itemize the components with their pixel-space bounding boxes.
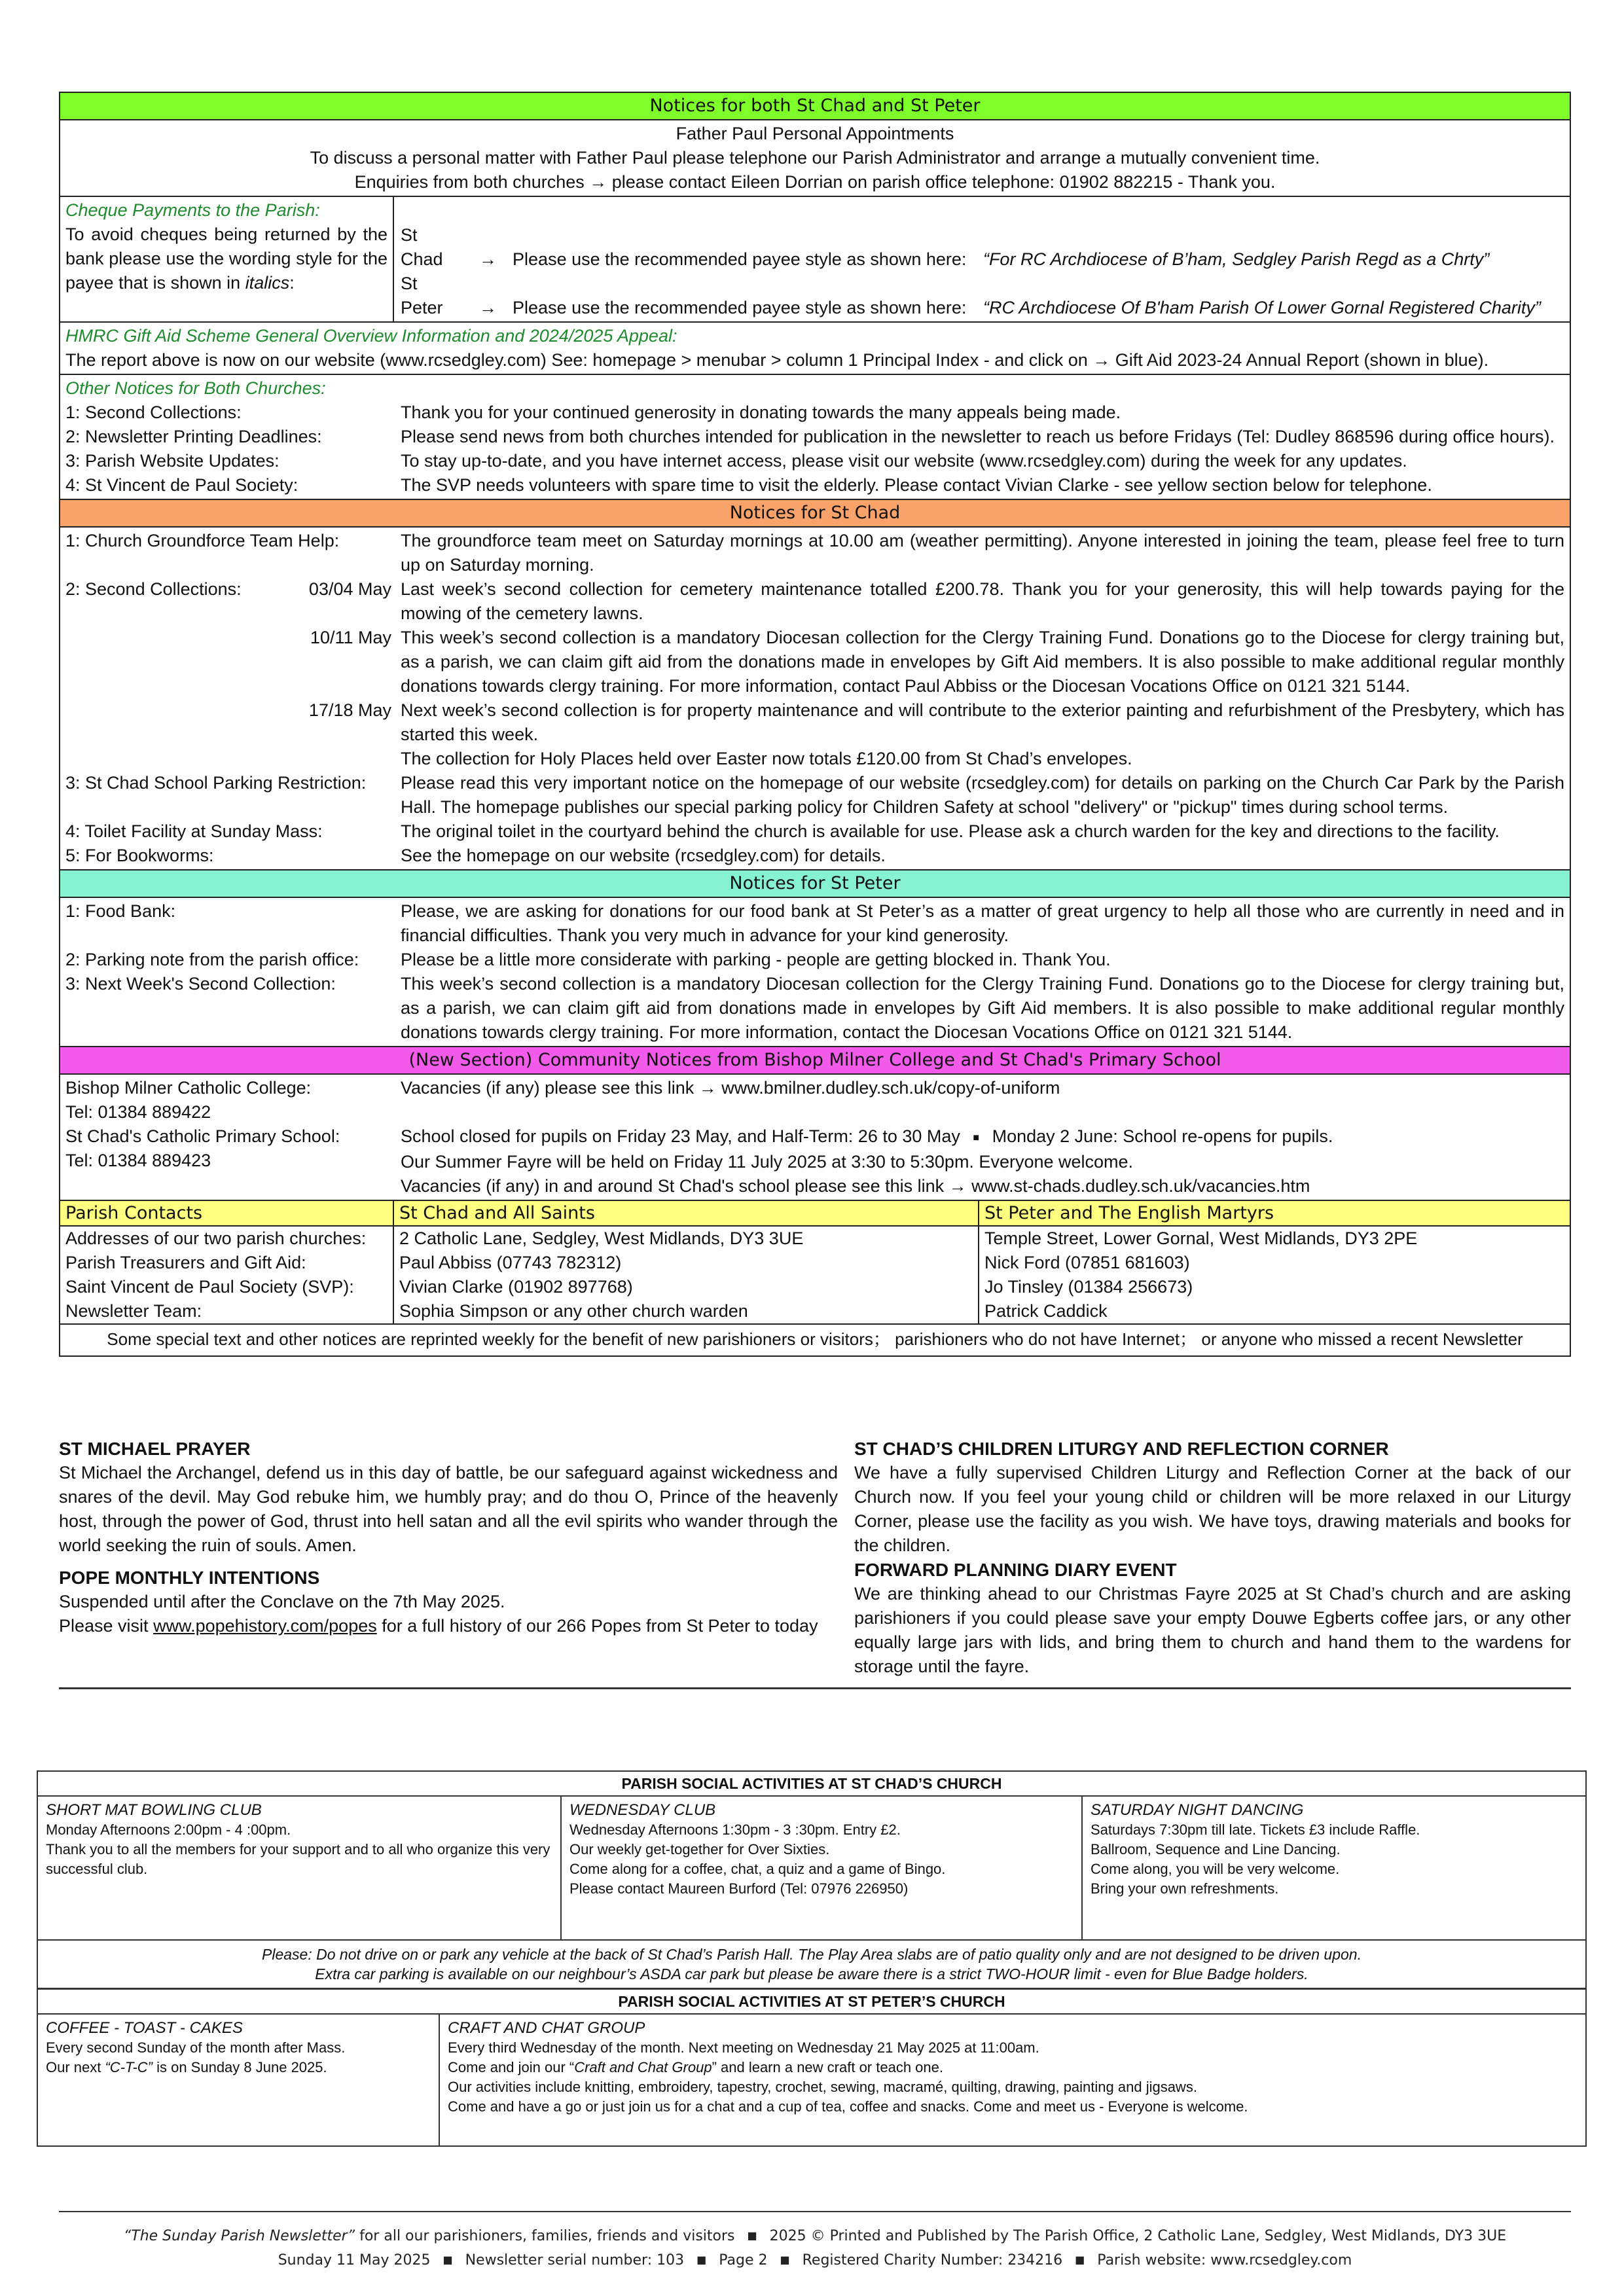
dancing-line: Bring your own refreshments. xyxy=(1091,1880,1279,1897)
notice-text: Please, we are asking for donations for our food bank at St Peter’s as a matter of great urgency to help all those who are currently in need and in financial difficulties. Thank you very much in advance for your kind generosity. xyxy=(401,901,1564,945)
notice-text: This week’s second collection is a mandatory Diocesan collection for the Clergy Training Fund. Donations go to the Diocese for clergy training but, as a parish, we can claim gift aid from donations made in envelopes by Gift Aid members. It is also possible to make additional regular monthly donations towards clergy training. For more information, contact the Diocesan Vocations Office on 0121 321 5144. xyxy=(401,974,1564,1042)
footer-audience: for all our parishioners, families, friends and visitors xyxy=(355,2228,735,2244)
contacts-header-st-chad: St Chad and All Saints xyxy=(394,1201,979,1225)
prayer-text: St Michael the Archangel, defend us in this day of battle, be our safeguard against wickedness and snares of the devil. May God rebuke him, we humbly pray; and do thou O, Prince of the heavenly host, through the power of God, thrust into hell satan and all the evil spirits who wander through the world seeking the ruin of souls. Amen. xyxy=(59,1463,838,1555)
contacts-label: Parish Treasurers and Gift Aid: xyxy=(65,1253,306,1272)
notice-label: 2: Parking note from the parish office: xyxy=(65,950,359,969)
cheque-payee: “RC Archdiocese Of B'ham Parish Of Lower Gornal Registered Charity” xyxy=(983,298,1541,317)
milner-label: Bishop Milner Catholic College: xyxy=(65,1078,312,1098)
notice-text: The groundforce team meet on Saturday mornings at 10.00 am (weather permitting). Anyone interested in joining the team, please feel free to turn up on Saturday morning. xyxy=(401,531,1564,575)
newsletter-title: “The Sunday Parish Newsletter” xyxy=(123,2228,355,2244)
square-bullet-icon: ■ xyxy=(747,2229,757,2242)
holy-places-row xyxy=(65,747,1564,771)
wednesday-line: Our weekly get-together for Over Sixties. xyxy=(569,1841,830,1857)
contacts-body xyxy=(60,1227,1570,1325)
milner-text: Vacancies (if any) please see this link → www.bmilner.dudley.sch.uk/copy-of-uniform xyxy=(401,1078,1060,1098)
notice-label: 1: Second Collections: xyxy=(65,403,242,422)
social-st-chad-title: PARISH SOCIAL ACTIVITIES AT ST CHAD’S CHURCH xyxy=(38,1772,1585,1797)
school-closure-text: School closed for pupils on Friday 23 May, and Half-Term: 26 to 30 May xyxy=(401,1126,960,1146)
cheque-row-st-peter xyxy=(401,272,1563,320)
contacts-st-peter-value: Jo Tinsley (01384 256673) xyxy=(984,1277,1193,1297)
dancing-line: Saturdays 7:30pm till late. Tickets £3 include Raffle. xyxy=(1091,1821,1420,1838)
cheque-left-italic: italics xyxy=(245,273,290,293)
notice-label: 3: Next Week's Second Collection: xyxy=(65,974,336,994)
collection-date: 03/04 May xyxy=(308,579,391,599)
contacts-label: Saint Vincent de Paul Society (SVP): xyxy=(65,1277,354,1297)
craft-line-4: Come and have a go or just join us for a chat and a cup of tea, coffee and snacks. Come and meet us - Everyone is welcome. xyxy=(448,2098,1248,2115)
chad-notice-item xyxy=(65,529,1564,577)
contacts-st-chad-value: Sophia Simpson or any other church warden xyxy=(399,1301,748,1321)
social-st-peter-columns xyxy=(38,2015,1585,2145)
other-notices-section xyxy=(60,375,1570,500)
bowling-line: Monday Afternoons 2:00pm - 4 :00pm. xyxy=(46,1821,291,1838)
appointments-line-1: To discuss a personal matter with Father Paul please telephone our Parish Administrator and arrange a mutually convenient time. xyxy=(310,148,1320,168)
milner-row xyxy=(65,1076,1564,1124)
notice-label: 2: Second Collections: xyxy=(65,579,242,599)
coffee-line-1: Every second Sunday of the month after Mass. xyxy=(46,2039,346,2056)
left-column xyxy=(59,1437,838,1638)
coffee-toast-cakes xyxy=(38,2015,439,2145)
chad-school-line-2: Our Summer Fayre will be held on Friday 11 July 2025 at 3:30 to 5:30pm. Everyone welcome. xyxy=(401,1152,1134,1172)
cheque-church: St Chad xyxy=(401,225,443,269)
craft-line-2-prefix: Come and join our “ xyxy=(448,2059,575,2075)
contacts-st-chad-value: Paul Abbiss (07743 782312) xyxy=(399,1253,622,1272)
craft-line-3: Our activities include knitting, embroidery, tapestry, crochet, sewing, macramé, quilting, drawing, painting and jigsaws. xyxy=(448,2079,1197,2095)
footer-charity: Registered Charity Number: 234216 xyxy=(802,2252,1063,2269)
square-bullet-icon: ■ xyxy=(696,2253,707,2266)
cheque-text: Please use the recommended payee style as shown here: xyxy=(513,298,967,317)
parking-note-line-1: Please: Do not drive on or park any vehicle at the back of St Chad’s Parish Hall. The Play Area slabs are of patio quality only and are not designed to be driven upon. xyxy=(262,1946,1362,1963)
divider xyxy=(59,1687,1571,1689)
dancing-line: Ballroom, Sequence and Line Dancing. xyxy=(1091,1841,1341,1857)
cheque-church: St Peter xyxy=(401,274,443,317)
contacts-label: Addresses of our two parish churches: xyxy=(65,1229,367,1248)
wednesday-line: Wednesday Afternoons 1:30pm - 3 :30pm. Entry £2. xyxy=(569,1821,901,1838)
st-chad-section xyxy=(60,528,1570,870)
notices-table xyxy=(59,92,1571,1357)
square-bullet-icon: ■ xyxy=(442,2253,453,2266)
arrow-icon: → xyxy=(479,249,497,269)
chad-school-line-3: Vacancies (if any) in and around St Chad's school please see this link → www.st-chads.dudley.sch.uk/vacancies.htm xyxy=(401,1176,1310,1196)
cheque-payee: “For RC Archdiocese of B’ham, Sedgley Parish Regd as a Chrty” xyxy=(983,249,1490,269)
appointments-title: Father Paul Personal Appointments xyxy=(676,124,954,143)
cheque-instructions: Cheque Payments to the Parish: To avoid cheques being returned by the bank please use the wording style for the payee that is shown in italics: xyxy=(60,197,394,321)
peter-notice-item xyxy=(65,899,1564,948)
peter-notice-item xyxy=(65,948,1564,972)
contacts-st-chad-value: Vivian Clarke (01902 897768) xyxy=(399,1277,633,1297)
milner-tel: Tel: 01384 889422 xyxy=(65,1102,211,1122)
chad-school-tel: Tel: 01384 889423 xyxy=(65,1151,211,1170)
notice-label: 1: Church Groundforce Team Help: xyxy=(65,531,340,550)
pope-heading: POPE MONTHLY INTENTIONS xyxy=(59,1568,320,1588)
popes-link[interactable]: www.popehistory.com/popes xyxy=(153,1616,377,1636)
coffee-ctc: “C-T-C” xyxy=(105,2059,153,2075)
craft-line-1: Every third Wednesday of the month. Next meeting on Wednesday 21 May 2025 at 11:00am. xyxy=(448,2039,1039,2056)
bowling-club xyxy=(38,1797,560,1939)
footer-publisher: 2025 © Printed and Published by The Parish Office, 2 Catholic Lane, Sedgley, West Midlands, DY3 3UE xyxy=(769,2228,1507,2244)
st-peter-header: Notices for St Peter xyxy=(60,870,1570,898)
notice-text: The SVP needs volunteers with spare time to visit the elderly. Please contact Vivian Clarke - see yellow section below for telephone. xyxy=(401,475,1432,495)
other-notice-item xyxy=(65,425,1564,449)
saturday-dancing xyxy=(1081,1797,1585,1939)
contacts-header-row xyxy=(60,1201,1570,1227)
footer-divider xyxy=(59,2211,1571,2212)
liturgy-heading: ST CHAD’S CHILDREN LITURGY AND REFLECTION CORNER xyxy=(854,1439,1389,1459)
bowling-line: Thank you to all the members for your support and to all who organize this very successful club. xyxy=(46,1841,550,1877)
parking-note-line-2: Extra car parking is available on our neighbour’s ASDA car park but please be aware there is a strict TWO-HOUR limit - even for Blue Badge holders. xyxy=(315,1965,1308,1982)
right-column xyxy=(854,1437,1571,1679)
notice-label: 4: St Vincent de Paul Society: xyxy=(65,475,298,495)
parking-note xyxy=(38,1941,1585,1988)
chad-collection-row xyxy=(65,698,1564,747)
other-notice-item xyxy=(65,401,1564,425)
coffee-line-2-prefix: Our next xyxy=(46,2059,105,2075)
st-peter-section xyxy=(60,898,1570,1047)
footer-date: Sunday 11 May 2025 xyxy=(278,2252,431,2269)
st-chad-header: Notices for St Chad xyxy=(60,500,1570,528)
coffee-line-2-suffix: is on Sunday 8 June 2025. xyxy=(152,2059,327,2075)
other-notice-item xyxy=(65,473,1564,497)
footer-line-2 xyxy=(59,2248,1571,2272)
craft-group-name: Craft and Chat Group xyxy=(574,2059,712,2075)
square-bullet-icon: ■ xyxy=(973,1132,980,1143)
wednesday-line: Come along for a coffee, chat, a quiz and a game of Bingo. xyxy=(569,1861,946,1877)
footer-serial: Newsletter serial number: 103 xyxy=(465,2252,685,2269)
contacts-header-parish: Parish Contacts xyxy=(60,1201,394,1225)
community-section xyxy=(60,1075,1570,1201)
cheque-heading: Cheque Payments to the Parish: xyxy=(65,200,320,220)
notice-label: 5: For Bookworms: xyxy=(65,846,214,865)
chad-notice-item xyxy=(65,819,1564,844)
social-st-peter-title: PARISH SOCIAL ACTIVITIES AT ST PETER’S CHURCH xyxy=(38,1990,1585,2015)
collection-date: 10/11 May xyxy=(310,628,391,647)
chad-notice-item xyxy=(65,771,1564,819)
notice-text: Please be a little more considerate with parking - people are getting blocked in. Thank You. xyxy=(401,950,1111,969)
craft-title: CRAFT AND CHAT GROUP xyxy=(448,2019,645,2037)
collection-text: This week’s second collection is a mandatory Diocesan collection for the Clergy Training Fund. Donations go to the Diocese for clergy training but, as a parish, we can claim gift aid from the donations made in envelopes by Gift Aid members. It is also possible to make additional regular monthly donations towards clergy training. For more information, contact Paul Abbiss or the Diocesan Vocations Office on 0121 321 5144. xyxy=(401,628,1564,696)
craft-and-chat xyxy=(439,2015,1585,2145)
school-reopen-text: Monday 2 June: School re-opens for pupils. xyxy=(992,1126,1333,1146)
appointments-line-2: Enquiries from both churches → please contact Eileen Dorrian on parish office telephone: 01902 882215 - Thank you. xyxy=(354,172,1276,192)
wednesday-title: WEDNESDAY CLUB xyxy=(569,1801,716,1819)
pope-line-1: Suspended until after the Conclave on the 7th May 2025. xyxy=(59,1592,505,1611)
gift-aid-text: The report above is now on our website (www.rcsedgley.com) See: homepage > menubar > column 1 Principal Index - and click on → Gift Aid 2023-24 Annual Report (shown in blue). xyxy=(65,350,1489,370)
forward-text: We are thinking ahead to our Christmas Fayre 2025 at St Chad’s church and are asking parishioners if you could please save your empty Douwe Egberts coffee jars, or any other equally large jars with lids, and bring them to church and hand them to the wardens for storage until the fayre. xyxy=(854,1584,1571,1676)
pope-line-2 xyxy=(59,1614,838,1638)
collection-text: Last week’s second collection for cemetery maintenance totalled £200.78. Thank you for your generosity, this will help towards paying for the mowing of the cemetery lawns. xyxy=(401,579,1564,623)
notice-label: 2: Newsletter Printing Deadlines: xyxy=(65,427,322,446)
square-bullet-icon: ■ xyxy=(780,2253,790,2266)
wednesday-club xyxy=(560,1797,1081,1939)
both-churches-header: Notices for both St Chad and St Peter xyxy=(60,93,1570,120)
notice-text: Thank you for your continued generosity in donating towards the many appeals being made. xyxy=(401,403,1121,422)
contacts-st-peter-value: Temple Street, Lower Gornal, West Midlands, DY3 2PE xyxy=(984,1229,1418,1248)
chad-school-line-1 xyxy=(401,1124,1564,1150)
social-st-chad-box xyxy=(37,1770,1587,1989)
notice-label: 1: Food Bank: xyxy=(65,901,176,921)
contacts-st-peter-value: Nick Ford (07851 681603) xyxy=(984,1253,1190,1272)
chad-notice-item xyxy=(65,844,1564,868)
notice-label: 3: St Chad School Parking Restriction: xyxy=(65,773,367,793)
liturgy-text: We have a fully supervised Children Liturgy and Reflection Corner at the back of our Church now. If you feel your young child or children will be more relaxed in our Liturgy Corner, please use the facility as you wish. We have toys, drawing materials and books for the children. xyxy=(854,1463,1571,1555)
contacts-st-peter-value: Patrick Caddick xyxy=(984,1301,1108,1321)
footer xyxy=(59,2224,1571,2272)
notice-text: Please read this very important notice on the homepage of our website (rcsedgley.com) for details on parking on the Church Car Park by the Parish Hall. The homepage publishes our special parking policy for Children Safety at school "delivery" or "pickup" times during school terms. xyxy=(401,773,1564,817)
social-st-peter-box xyxy=(37,1988,1587,2147)
forward-heading: FORWARD PLANNING DIARY EVENT xyxy=(854,1560,1177,1580)
contacts-st-chad-value: 2 Catholic Lane, Sedgley, West Midlands, DY3 3UE xyxy=(399,1229,804,1248)
footer-line-1 xyxy=(59,2224,1571,2248)
chad-collection-row xyxy=(65,577,1564,626)
footer-website: Parish website: www.rcsedgley.com xyxy=(1097,2252,1352,2269)
chad-collection-row xyxy=(65,626,1564,698)
notice-text: See the homepage on our website (rcsedgley.com) for details. xyxy=(401,846,886,865)
craft-line-2-suffix: ” and learn a new craft or teach one. xyxy=(712,2059,943,2075)
collection-text: Next week’s second collection is for property maintenance and will contribute to the exterior painting and refurbishment of the Presbytery, which has started this week. xyxy=(401,700,1564,744)
gift-aid-heading: HMRC Gift Aid Scheme General Overview Information and 2024/2025 Appeal: xyxy=(65,326,677,346)
cheque-section xyxy=(60,197,1570,323)
notice-label: 4: Toilet Facility at Sunday Mass: xyxy=(65,821,323,841)
cheque-text: Please use the recommended payee style as shown here: xyxy=(513,249,967,269)
peter-notice-item xyxy=(65,972,1564,1045)
appointments-section xyxy=(60,120,1570,197)
footer-page: Page 2 xyxy=(719,2252,768,2269)
coffee-title: COFFEE - TOAST - CAKES xyxy=(46,2019,243,2037)
other-notices-heading: Other Notices for Both Churches: xyxy=(65,378,326,398)
reprint-note: Some special text and other notices are reprinted weekly for the benefit of new parishioners or visitors； parishioners who do not have Internet； or anyone who missed a recent Newsletter xyxy=(107,1329,1523,1349)
coffee-line-2 xyxy=(46,2058,431,2077)
gift-aid-section xyxy=(60,323,1570,375)
prayer-heading: ST MICHAEL PRAYER xyxy=(59,1439,251,1459)
cheque-payees xyxy=(394,197,1570,321)
pope-line-2-suffix: for a full history of our 266 Popes from St Peter to today xyxy=(376,1616,818,1636)
social-st-chad-columns xyxy=(38,1797,1585,1941)
square-bullet-icon: ■ xyxy=(1075,2253,1085,2266)
wednesday-line: Please contact Maureen Burford (Tel: 07976 226950) xyxy=(569,1880,909,1897)
cheque-left-text: To avoid cheques being returned by the bank please use the wording style for the payee that is shown in xyxy=(65,224,388,293)
notice-text: Please send news from both churches intended for publication in the newsletter to reach us before Fridays (Tel: Dudley 868596 during office hours). xyxy=(401,427,1555,446)
notice-text: To stay up-to-date, and you have internet access, please visit our website (www.rcsedgley.com) during the week for any updates. xyxy=(401,451,1407,471)
chad-school-row xyxy=(65,1124,1564,1198)
arrow-icon: → xyxy=(479,298,497,317)
contacts-header-st-peter: St Peter and The English Martyrs xyxy=(984,1203,1274,1223)
other-notice-item xyxy=(65,449,1564,473)
chad-school-label: St Chad's Catholic Primary School: xyxy=(65,1126,340,1146)
notice-text: The original toilet in the courtyard behind the church is available for use. Please ask a church warden for the key and directions to the facility. xyxy=(401,821,1500,841)
holy-places-text: The collection for Holy Places held over Easter now totals £120.00 from St Chad’s envelopes. xyxy=(401,749,1132,768)
bowling-title: SHORT MAT BOWLING CLUB xyxy=(46,1801,262,1819)
cheque-row-st-chad xyxy=(401,223,1563,272)
notice-label: 3: Parish Website Updates: xyxy=(65,451,280,471)
dancing-line: Come along, you will be very welcome. xyxy=(1091,1861,1340,1877)
pope-line-2-prefix: Please visit xyxy=(59,1616,154,1636)
collection-date: 17/18 May xyxy=(308,700,391,720)
contacts-label: Newsletter Team: xyxy=(65,1301,202,1321)
community-header: (New Section) Community Notices from Bishop Milner College and St Chad's Primary School xyxy=(60,1047,1570,1075)
craft-line-2 xyxy=(448,2058,1578,2077)
dancing-title: SATURDAY NIGHT DANCING xyxy=(1091,1801,1304,1819)
